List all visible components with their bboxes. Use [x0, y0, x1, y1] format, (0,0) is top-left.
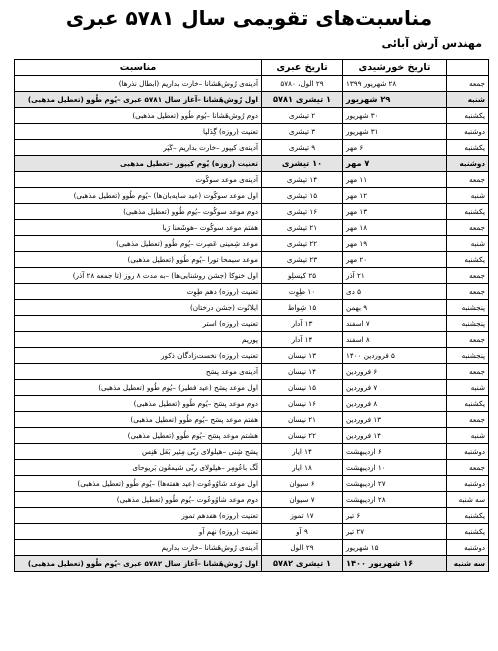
weekday-cell: سه شنبه	[447, 556, 489, 572]
table-body	[15, 76, 489, 572]
occasion-cell: تعنیت (روزه) نخست‌زادگان ذکور	[15, 348, 262, 364]
occasion-cell: پوریم	[15, 332, 262, 348]
weekday-cell: یکشنبه	[447, 252, 489, 268]
occasion-cell: اول خنوکا (جشن روشنایی‌ها) –به مدت ۸ روز (تا جمعه ۲۸ آذر)	[15, 268, 262, 284]
shamsi-date-cell: ۱۳ مهر	[343, 204, 447, 220]
occasion-cell: تعنیت (روزه) یُوم کیپور –تعطیل مذهبی	[15, 156, 262, 172]
table-row	[15, 204, 489, 220]
weekday-cell: جمعه	[447, 76, 489, 92]
shamsi-date-cell: ۱۳ فروردین	[343, 412, 447, 428]
hebrew-date-cell: ۲۱ نیسان	[262, 412, 343, 428]
occasion-cell: آدینه‌ی رُوش‌هَشانا –خارت بداریم (ابطال نذرها)	[15, 76, 262, 92]
hebrew-date-cell: ۲۹ الول	[262, 540, 343, 556]
hebrew-date-cell: ۲ تیشری	[262, 108, 343, 124]
occasion-cell: تعنیت (روزه) استر	[15, 316, 262, 332]
occasion-cell: اول موعد پسَح (عید فطیر) –یُوم طُوو (تعطیل مذهبی)	[15, 380, 262, 396]
occasion-cell: دوم موعد پسَح –یُوم طُوو (تعطیل مذهبی)	[15, 396, 262, 412]
table-row	[15, 524, 489, 540]
weekday-cell: جمعه	[447, 412, 489, 428]
occasion-cell: ایلانُوت (جشن درختان)	[15, 300, 262, 316]
weekday-cell: دوشنبه	[447, 476, 489, 492]
occasion-cell: آدینه‌ی کیپور –خارت بداریم –کَپَر	[15, 140, 262, 156]
table-row	[15, 92, 489, 108]
document-title: مناسبت‌های تقویمی سال ۵۷۸۱ عبری	[65, 6, 433, 30]
table-row	[15, 332, 489, 348]
shamsi-date-cell: ۱۱ مهر	[343, 172, 447, 188]
occasion-cell: لَگ باعُومِر –هیلولای ربّی شیمعُون بَریوحای	[15, 460, 262, 476]
shamsi-date-cell: ۳۱ شهریور	[343, 124, 447, 140]
hebrew-date-cell: ۱۵ شِواط	[262, 300, 343, 316]
table-row	[15, 236, 489, 252]
shamsi-date-cell: ۱۵ شهریور	[343, 540, 447, 556]
shamsi-date-cell: ۹ بهمن	[343, 300, 447, 316]
shamsi-date-cell: ۶ فروردین	[343, 364, 447, 380]
table-row	[15, 188, 489, 204]
table-row	[15, 556, 489, 572]
shamsi-date-cell: ۱۴ فروردین	[343, 428, 447, 444]
table-row	[15, 156, 489, 172]
hebrew-date-cell: ۳ تیشری	[262, 124, 343, 140]
occasion-cell: اول رُوش‌هَشانا –آغاز سال ۵۷۸۱ عبری –یُوم طُوو (تعطیل مذهبی)	[15, 92, 262, 108]
occasion-cell: هفتم موعد سوکُوت –هوشَعنا رَبا	[15, 220, 262, 236]
table-row	[15, 172, 489, 188]
occasion-cell: تعنیت (روزه) گِدَلیا	[15, 124, 262, 140]
table-row	[15, 284, 489, 300]
table-row	[15, 508, 489, 524]
shamsi-date-cell: ۷ فروردین	[343, 380, 447, 396]
occasion-cell: دوم رُوش‌هَشانا –یُوم طُوو (تعطیل مذهبی)	[15, 108, 262, 124]
shamsi-date-cell: ۸ فروردین	[343, 396, 447, 412]
author-name: مهندس آرش آبائی	[381, 37, 482, 50]
shamsi-date-cell: ۲۱ آذر	[343, 268, 447, 284]
table-row	[15, 412, 489, 428]
hebrew-date-cell: ۱۴ تیشری	[262, 172, 343, 188]
weekday-cell: شنبه	[447, 236, 489, 252]
occasion-cell: تعنیت (روزه) نهم آو	[15, 524, 262, 540]
weekday-cell: دوشنبه	[447, 444, 489, 460]
hebrew-date-cell: ۱۴ نیسان	[262, 364, 343, 380]
table-row	[15, 268, 489, 284]
hebrew-date-cell: ۱۰ طِوِت	[262, 284, 343, 300]
table-header-row	[15, 60, 489, 76]
shamsi-date-cell: ۳۰ شهریور	[343, 108, 447, 124]
hebrew-date-cell: ۹ آو	[262, 524, 343, 540]
occasion-cell: آدینه‌ی رُوش‌هَشانا –خارت بداریم	[15, 540, 262, 556]
hebrew-date-cell: ۲۱ تیشری	[262, 220, 343, 236]
hebrew-date-cell: ۱ تیشری ۵۷۸۱	[262, 92, 343, 108]
weekday-cell: جمعه	[447, 172, 489, 188]
hebrew-date-cell: ۶ سیوان	[262, 476, 343, 492]
weekday-cell: شنبه	[447, 188, 489, 204]
shamsi-date-cell: ۶ اردیبهشت	[343, 444, 447, 460]
occasion-cell: دوم موعد سوکُوت –یُوم طُوو (تعطیل مذهبی)	[15, 204, 262, 220]
weekday-cell: شنبه	[447, 428, 489, 444]
hebrew-date-cell: ۲۹ الول، ۵۷۸۰	[262, 76, 343, 92]
occasion-cell: موعد شِمینی عَصِرت –یُوم طُوو (تعطیل مذهبی)	[15, 236, 262, 252]
shamsi-date-cell: ۱۹ مهر	[343, 236, 447, 252]
hebrew-date-cell: ۲۵ کیسلِو	[262, 268, 343, 284]
shamsi-date-cell: ۱۰ اردیبهشت	[343, 460, 447, 476]
shamsi-date-cell: ۷ اسفند	[343, 316, 447, 332]
hebrew-date-cell: ۲۲ تیشری	[262, 236, 343, 252]
occasion-cell: اول رُوش‌هَشانا –آغاز سال ۵۷۸۲ عبری –یُوم طُوو (تعطیل مذهبی)	[15, 556, 262, 572]
table-row	[15, 444, 489, 460]
hebrew-date-cell: ۷ سیوان	[262, 492, 343, 508]
table-row	[15, 540, 489, 556]
hebrew-date-cell: ۲۲ نیسان	[262, 428, 343, 444]
table-row	[15, 140, 489, 156]
occasion-cell: تعنیت (روزه) هفدهم تموز	[15, 508, 262, 524]
occasion-cell: تعنیت (روزه) دهم طِوِت	[15, 284, 262, 300]
weekday-cell: شنبه	[447, 380, 489, 396]
shamsi-date-cell: ۶ مهر	[343, 140, 447, 156]
shamsi-date-cell: ۵ دی	[343, 284, 447, 300]
hebrew-date-cell: ۱۳ آدار	[262, 316, 343, 332]
shamsi-date-cell: ۶ تیر	[343, 508, 447, 524]
hebrew-date-cell: ۱۴ ایار	[262, 444, 343, 460]
shamsi-date-cell: ۷ مهر	[343, 156, 447, 172]
shamsi-date-cell: ۲۹ شهریور	[343, 92, 447, 108]
header-shamsi-date: تاریخ خورشیدی	[343, 60, 447, 76]
table-row	[15, 300, 489, 316]
hebrew-date-cell: ۱۸ ایار	[262, 460, 343, 476]
weekday-cell: یکشنبه	[447, 204, 489, 220]
shamsi-date-cell: ۱۸ مهر	[343, 220, 447, 236]
header-day	[447, 60, 489, 76]
hebrew-date-cell: ۱ تیشری ۵۷۸۲	[262, 556, 343, 572]
weekday-cell: سه شنبه	[447, 492, 489, 508]
table-row	[15, 316, 489, 332]
table-row	[15, 476, 489, 492]
table-row	[15, 492, 489, 508]
table-row	[15, 124, 489, 140]
occasion-cell: اول موعد سوکُوت (عید سایه‌بان‌ها) –یُوم طُوو (تعطیل مذهبی)	[15, 188, 262, 204]
hebrew-date-cell: ۱۵ تیشری	[262, 188, 343, 204]
occasion-cell: پسَح شِنی –هیلولای ربّی مِئیر بَعَل هَنِس	[15, 444, 262, 460]
occasion-cell: آدینه‌ی موعد سوکُوت	[15, 172, 262, 188]
hebrew-date-cell: ۹ تیشری	[262, 140, 343, 156]
occasions-table	[14, 59, 489, 572]
table-row	[15, 380, 489, 396]
table-row	[15, 364, 489, 380]
weekday-cell: جمعه	[447, 268, 489, 284]
shamsi-date-cell: ۱۲ مهر	[343, 188, 447, 204]
shamsi-date-cell: ۲۸ شهریور ۱۳۹۹	[343, 76, 447, 92]
table-row	[15, 348, 489, 364]
shamsi-date-cell: ۱۶ شهریور ۱۴۰۰	[343, 556, 447, 572]
occasion-cell: موعد سیمحا تورا –یُوم طُوو (تعطیل مذهبی)	[15, 252, 262, 268]
weekday-cell: جمعه	[447, 284, 489, 300]
occasion-cell: هشتم موعد پسَح –یُوم طُوو (تعطیل مذهبی)	[15, 428, 262, 444]
weekday-cell: یکشنبه	[447, 524, 489, 540]
header-hebrew-date: تاریخ عبری	[262, 60, 343, 76]
occasion-cell: اول موعد شاوُوعُوت (عید هفته‌ها) –یُوم طُوو (تعطیل مذهبی)	[15, 476, 262, 492]
table-row	[15, 428, 489, 444]
hebrew-date-cell: ۱۵ نیسان	[262, 380, 343, 396]
weekday-cell: دوشنبه	[447, 540, 489, 556]
weekday-cell: جمعه	[447, 460, 489, 476]
shamsi-date-cell: ۲۸ اردیبهشت	[343, 492, 447, 508]
shamsi-date-cell: ۸ اسفند	[343, 332, 447, 348]
weekday-cell: دوشنبه	[447, 156, 489, 172]
table-row	[15, 252, 489, 268]
table-row	[15, 220, 489, 236]
shamsi-date-cell: ۲۷ اردیبهشت	[343, 476, 447, 492]
hebrew-date-cell: ۱۷ تموز	[262, 508, 343, 524]
table-row	[15, 460, 489, 476]
table-row	[15, 108, 489, 124]
hebrew-date-cell: ۱۴ آدار	[262, 332, 343, 348]
shamsi-date-cell: ۵ فروردین ۱۴۰۰	[343, 348, 447, 364]
shamsi-date-cell: ۲۰ مهر	[343, 252, 447, 268]
table-row	[15, 76, 489, 92]
weekday-cell: یکشنبه	[447, 108, 489, 124]
shamsi-date-cell: ۲۷ تیر	[343, 524, 447, 540]
weekday-cell: دوشنبه	[447, 124, 489, 140]
weekday-cell: پنجشنبه	[447, 348, 489, 364]
weekday-cell: جمعه	[447, 332, 489, 348]
weekday-cell: پنجشنبه	[447, 316, 489, 332]
hebrew-date-cell: ۱۶ نیسان	[262, 396, 343, 412]
weekday-cell: جمعه	[447, 220, 489, 236]
weekday-cell: جمعه	[447, 364, 489, 380]
hebrew-date-cell: ۱۰ تیشری	[262, 156, 343, 172]
hebrew-date-cell: ۱۳ نیسان	[262, 348, 343, 364]
table-row	[15, 396, 489, 412]
occasion-cell: دوم موعد شاوُوعُوت –یُوم طُوو (تعطیل مذهبی)	[15, 492, 262, 508]
header-occasion: مناسبت	[15, 60, 262, 76]
occasion-cell: آدینه‌ی موعد پسَح	[15, 364, 262, 380]
weekday-cell: پنجشنبه	[447, 300, 489, 316]
weekday-cell: یکشنبه	[447, 508, 489, 524]
hebrew-date-cell: ۲۳ تیشری	[262, 252, 343, 268]
weekday-cell: شنبه	[447, 92, 489, 108]
weekday-cell: یکشنبه	[447, 396, 489, 412]
weekday-cell: یکشنبه	[447, 140, 489, 156]
hebrew-date-cell: ۱۶ تیشری	[262, 204, 343, 220]
occasion-cell: هفتم موعد پسَح –یُوم طُوو (تعطیل مذهبی)	[15, 412, 262, 428]
